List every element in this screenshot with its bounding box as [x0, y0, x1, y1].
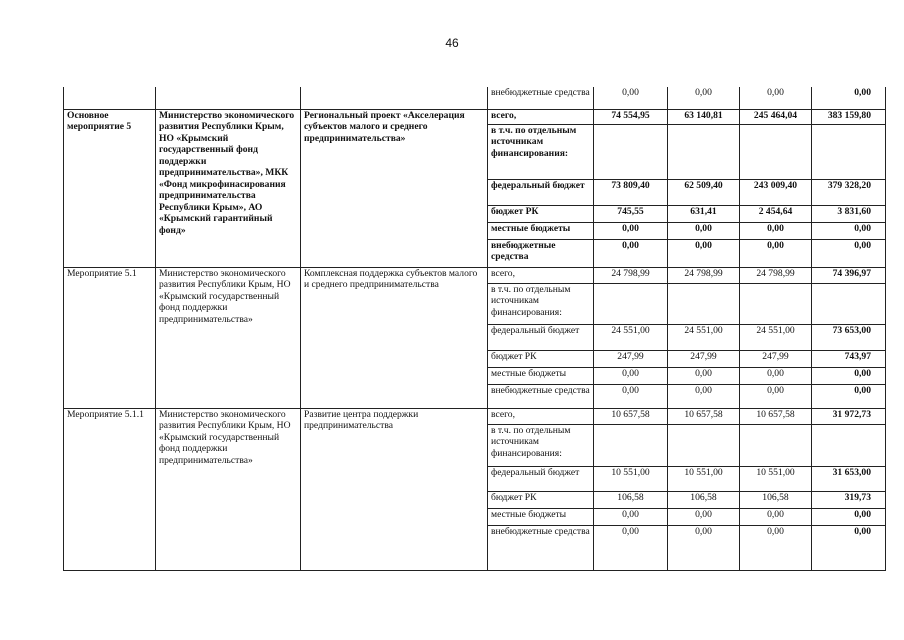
funding-source: федеральный бюджет	[488, 466, 594, 491]
year-value-cell: 0,00	[740, 384, 812, 408]
total-cell	[812, 124, 886, 179]
year-value-cell: 0,00	[594, 239, 668, 267]
table-row	[64, 408, 886, 424]
total-cell: 73 653,00	[812, 324, 886, 350]
table-body	[64, 87, 886, 570]
empty-cell	[156, 87, 301, 109]
year-value-cell: 63 140,81	[668, 109, 740, 124]
funding-source: внебюджетные средства	[488, 239, 594, 267]
total-cell	[812, 424, 886, 466]
year-value-cell: 0,00	[740, 508, 812, 525]
total-cell: 0,00	[812, 384, 886, 408]
total-cell: 74 396,97	[812, 267, 886, 283]
executor-cell: Министерство экономического развития Республики Крым, НО «Крымский государственный фонд поддержки предпринимательства», МКК «Фонд микрофинасирования предпринимательства Республики Крым», АО «Крымский гарантийный фонд»	[156, 109, 301, 267]
funding-source: местные бюджеты	[488, 508, 594, 525]
year-value-cell: 0,00	[668, 367, 740, 384]
funding-source: в т.ч. по отдельным источникам финансирования:	[488, 283, 594, 324]
year-value-cell: 24 551,00	[740, 324, 812, 350]
year-value-cell: 243 009,40	[740, 179, 812, 205]
total-cell: 379 328,20	[812, 179, 886, 205]
year-value-cell: 2 454,64	[740, 205, 812, 222]
year-value-cell: 0,00	[740, 525, 812, 570]
year-value-cell: 631,41	[668, 205, 740, 222]
year-value-cell: 745,55	[594, 205, 668, 222]
year-value-cell: 247,99	[740, 350, 812, 367]
year-value-cell: 0,00	[668, 508, 740, 525]
page-number: 46	[445, 36, 459, 50]
measure-name: Основное мероприятие 5	[64, 109, 156, 267]
year-value-cell: 0,00	[594, 367, 668, 384]
year-value-cell: 0,00	[668, 384, 740, 408]
project-cell: Комплексная поддержка субъектов малого и среднего предпринимательства	[301, 267, 488, 408]
measure-name: Мероприятие 5.1.1	[64, 408, 156, 570]
project-cell: Развитие центра поддержки предпринимательства	[301, 408, 488, 570]
total-cell: 743,97	[812, 350, 886, 367]
total-cell: 31 653,00	[812, 466, 886, 491]
funding-source: федеральный бюджет	[488, 179, 594, 205]
empty-cell	[301, 87, 488, 109]
total-cell: 3 831,60	[812, 205, 886, 222]
funding-table	[63, 87, 886, 571]
table-row	[64, 267, 886, 283]
total-cell: 0,00	[812, 525, 886, 570]
executor-cell: Министерство экономического развития Республики Крым, НО «Крымский государственный фонд поддержки предпринимательства»	[156, 267, 301, 408]
total-cell: 0,00	[812, 222, 886, 239]
year-value-cell: 245 464,04	[740, 109, 812, 124]
year-value-cell: 0,00	[668, 87, 740, 109]
year-value-cell: 24 798,99	[740, 267, 812, 283]
year-value-cell: 10 551,00	[594, 466, 668, 491]
year-value-cell: 0,00	[594, 87, 668, 109]
year-value-cell	[740, 424, 812, 466]
year-value-cell: 106,58	[740, 491, 812, 508]
year-value-cell: 0,00	[740, 239, 812, 267]
year-value-cell: 62 509,40	[668, 179, 740, 205]
total-cell	[812, 283, 886, 324]
table-row	[64, 87, 886, 109]
year-value-cell	[668, 424, 740, 466]
funding-source: бюджет РК	[488, 350, 594, 367]
funding-source: всего,	[488, 109, 594, 124]
year-value-cell: 10 657,58	[740, 408, 812, 424]
year-value-cell: 106,58	[594, 491, 668, 508]
year-value-cell: 0,00	[668, 239, 740, 267]
year-value-cell	[594, 283, 668, 324]
funding-source: федеральный бюджет	[488, 324, 594, 350]
year-value-cell: 0,00	[594, 508, 668, 525]
total-cell: 319,73	[812, 491, 886, 508]
year-value-cell: 0,00	[740, 367, 812, 384]
total-cell: 383 159,80	[812, 109, 886, 124]
funding-source: местные бюджеты	[488, 222, 594, 239]
year-value-cell	[740, 283, 812, 324]
total-cell: 31 972,73	[812, 408, 886, 424]
year-value-cell: 10 657,58	[668, 408, 740, 424]
funding-source: бюджет РК	[488, 205, 594, 222]
year-value-cell: 73 809,40	[594, 179, 668, 205]
table-row	[64, 109, 886, 124]
year-value-cell: 0,00	[668, 525, 740, 570]
year-value-cell: 24 551,00	[594, 324, 668, 350]
year-value-cell	[594, 124, 668, 179]
executor-cell: Министерство экономического развития Республики Крым, НО «Крымский государственный фонд поддержки предпринимательства»	[156, 408, 301, 570]
funding-source: внебюджетные средства	[488, 525, 594, 570]
total-cell: 0,00	[812, 87, 886, 109]
year-value-cell: 10 551,00	[740, 466, 812, 491]
year-value-cell: 24 798,99	[668, 267, 740, 283]
year-value-cell: 10 551,00	[668, 466, 740, 491]
year-value-cell	[740, 124, 812, 179]
year-value-cell: 0,00	[594, 384, 668, 408]
project-cell: Региональный проект «Акселерация субъектов малого и среднего предпринимательства»	[301, 109, 488, 267]
year-value-cell: 0,00	[740, 87, 812, 109]
year-value-cell	[668, 283, 740, 324]
funding-source: в т.ч. по отдельным источникам финансирования:	[488, 424, 594, 466]
year-value-cell: 247,99	[594, 350, 668, 367]
funding-source: всего,	[488, 267, 594, 283]
year-value-cell: 24 551,00	[668, 324, 740, 350]
total-cell: 0,00	[812, 367, 886, 384]
total-cell: 0,00	[812, 239, 886, 267]
year-value-cell	[668, 124, 740, 179]
empty-cell	[64, 87, 156, 109]
year-value-cell	[594, 424, 668, 466]
funding-source: местные бюджеты	[488, 367, 594, 384]
year-value-cell: 0,00	[594, 222, 668, 239]
year-value-cell: 106,58	[668, 491, 740, 508]
year-value-cell: 74 554,95	[594, 109, 668, 124]
funding-source: всего,	[488, 408, 594, 424]
total-cell: 0,00	[812, 508, 886, 525]
year-value-cell: 10 657,58	[594, 408, 668, 424]
funding-source: внебюджетные средства	[488, 87, 594, 109]
year-value-cell: 247,99	[668, 350, 740, 367]
measure-name: Мероприятие 5.1	[64, 267, 156, 408]
year-value-cell: 0,00	[668, 222, 740, 239]
year-value-cell: 0,00	[740, 222, 812, 239]
funding-source: в т.ч. по отдельным источникам финансирования:	[488, 124, 594, 179]
funding-source: бюджет РК	[488, 491, 594, 508]
year-value-cell: 0,00	[594, 525, 668, 570]
year-value-cell: 24 798,99	[594, 267, 668, 283]
funding-source: внебюджетные средства	[488, 384, 594, 408]
